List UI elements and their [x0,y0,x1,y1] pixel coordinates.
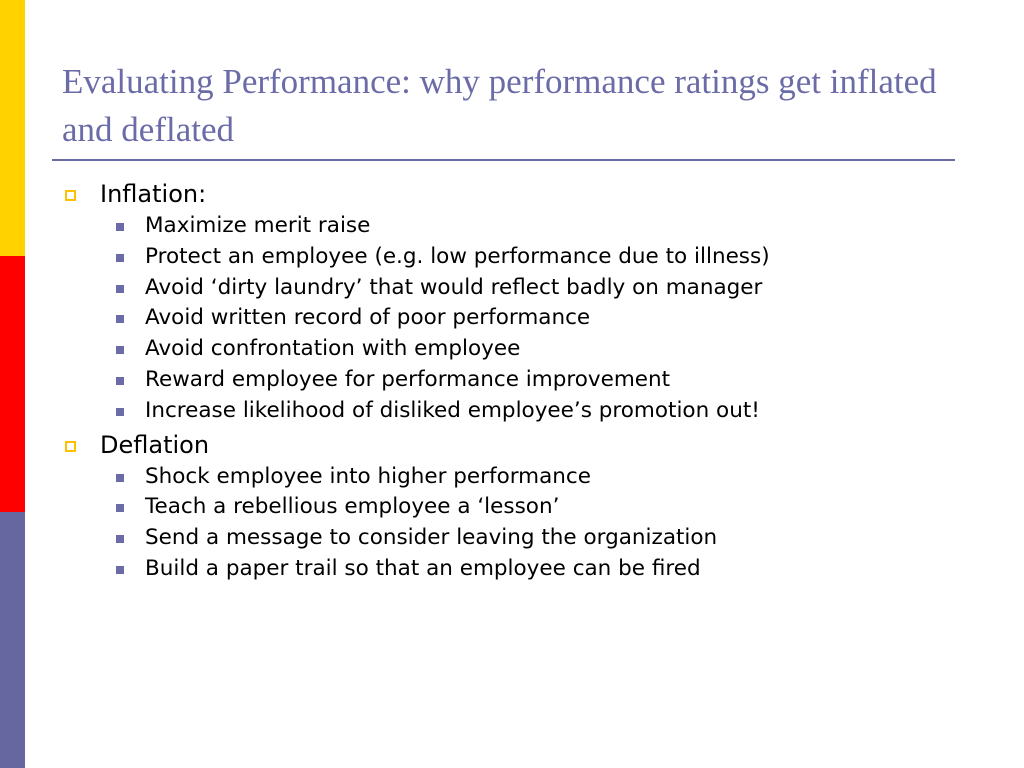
square-bullet-icon [116,223,124,231]
bullet-list [62,211,992,427]
title-divider [52,159,955,161]
list-item-text: Teach a rebellious employee a ‘lesson’ [145,494,560,520]
list-item-text: Protect an employee (e.g. low performance due to illness) [145,243,770,269]
list-item [62,396,992,427]
sidebar-yellow-band [0,0,25,256]
list-item-text: Increase likelihood of disliked employee’s promotion out! [145,397,760,423]
list-item [62,334,992,365]
square-bullet-icon [116,504,124,512]
list-item-text: Avoid confrontation with employee [145,336,521,362]
list-item [62,273,992,304]
sidebar-red-band [0,256,25,512]
bullet-list [62,462,992,585]
section-heading [62,428,992,462]
list-item-text: Build a paper trail so that an employee can be fired [145,555,701,581]
hollow-square-bullet-icon [65,441,76,452]
square-bullet-icon [116,408,124,416]
sidebar-blue-band [0,512,25,768]
list-item-text: Send a message to consider leaving the organization [145,525,718,551]
list-item [62,365,992,396]
list-item [62,554,992,585]
list-item-text: Avoid ‘dirty laundry’ that would reflect badly on manager [145,274,763,300]
square-bullet-icon [116,315,124,323]
square-bullet-icon [116,474,124,482]
square-bullet-icon [116,377,124,385]
list-item [62,462,992,493]
square-bullet-icon [116,566,124,574]
slide-content [62,177,992,586]
list-item [62,303,992,334]
list-item [62,211,992,242]
hollow-square-bullet-icon [65,190,76,201]
list-item [62,492,992,523]
list-item-text: Maximize merit raise [145,213,371,238]
square-bullet-icon [116,346,124,354]
list-item-text: Avoid written record of poor performance [145,305,591,331]
slide-title: Evaluating Performance: why performance ratings get inflated and deflated [62,62,937,149]
section-heading [62,177,992,211]
square-bullet-icon [116,535,124,543]
section-heading-text: Inflation: [100,180,207,208]
section-inflation [62,177,992,427]
section-heading-text: Deflation [100,430,210,459]
square-bullet-icon [116,285,124,293]
list-item-text: Shock employee into higher performance [145,463,591,489]
list-item [62,242,992,273]
list-item-text: Reward employee for performance improvement [145,366,671,392]
section-deflation [62,428,992,585]
list-item [62,523,992,554]
square-bullet-icon [116,254,124,262]
